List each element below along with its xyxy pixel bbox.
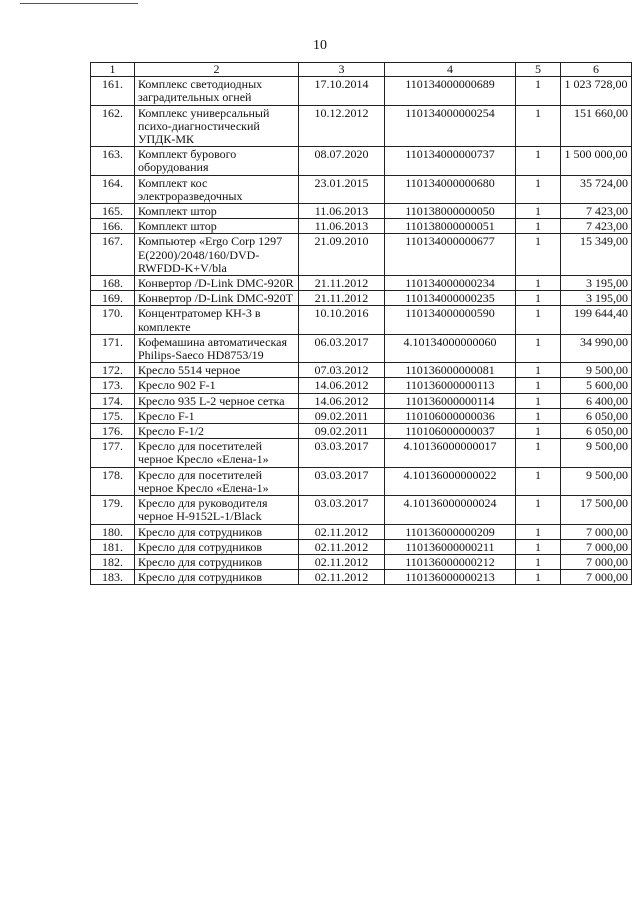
item-quantity: 1 bbox=[516, 334, 561, 362]
item-name: Комплект штор bbox=[135, 204, 299, 219]
item-value: 7 000,00 bbox=[561, 524, 632, 539]
item-name: Кресло для посетителей черное Кресло «Елена-1» bbox=[135, 467, 299, 495]
inventory-code: 4.10136000000017 bbox=[385, 439, 516, 467]
item-date: 09.02.2011 bbox=[299, 408, 385, 423]
item-name: Комплект бурового оборудования bbox=[135, 147, 299, 175]
table-row bbox=[91, 424, 632, 439]
inventory-code: 110136000000213 bbox=[385, 570, 516, 585]
inventory-code: 110134000000689 bbox=[385, 77, 516, 105]
item-value: 151 660,00 bbox=[561, 105, 632, 147]
table-row bbox=[91, 147, 632, 175]
item-value: 17 500,00 bbox=[561, 496, 632, 524]
table-row bbox=[91, 219, 632, 234]
table-row bbox=[91, 363, 632, 378]
item-name: Кресло F-1/2 bbox=[135, 424, 299, 439]
inventory-code: 110106000000036 bbox=[385, 408, 516, 423]
table-row bbox=[91, 291, 632, 306]
item-quantity: 1 bbox=[516, 234, 561, 276]
item-quantity: 1 bbox=[516, 77, 561, 105]
item-quantity: 1 bbox=[516, 306, 561, 334]
item-name: Кресло для сотрудников bbox=[135, 570, 299, 585]
item-quantity: 1 bbox=[516, 219, 561, 234]
inventory-code: 110134000000680 bbox=[385, 175, 516, 203]
item-value: 9 500,00 bbox=[561, 439, 632, 467]
item-name: Компьютер «Ergo Corp 1297 E(2200)/2048/160/DVD-RWFDD-K+V/bla bbox=[135, 234, 299, 276]
item-quantity: 1 bbox=[516, 554, 561, 569]
item-quantity: 1 bbox=[516, 204, 561, 219]
item-value: 6 050,00 bbox=[561, 408, 632, 423]
item-date: 06.03.2017 bbox=[299, 334, 385, 362]
item-date: 11.06.2013 bbox=[299, 219, 385, 234]
item-name: Конвертор /D-Link DMC-920T bbox=[135, 291, 299, 306]
row-number: 177. bbox=[91, 439, 135, 467]
inventory-code: 110134000000254 bbox=[385, 105, 516, 147]
row-number: 180. bbox=[91, 524, 135, 539]
item-date: 02.11.2012 bbox=[299, 539, 385, 554]
row-number: 179. bbox=[91, 496, 135, 524]
item-quantity: 1 bbox=[516, 496, 561, 524]
item-quantity: 1 bbox=[516, 424, 561, 439]
item-name: Комплекс универсальный психо-диагностический УПДК-МК bbox=[135, 105, 299, 147]
item-value: 9 500,00 bbox=[561, 363, 632, 378]
inventory-table bbox=[90, 62, 632, 585]
item-date: 11.06.2013 bbox=[299, 204, 385, 219]
item-date: 08.07.2020 bbox=[299, 147, 385, 175]
item-name: Кофемашина автоматическая Philips-Saeco HD8753/19 bbox=[135, 334, 299, 362]
header-row bbox=[91, 63, 632, 77]
item-name: Концентратомер КН-3 в комплекте bbox=[135, 306, 299, 334]
item-name: Комплект штор bbox=[135, 219, 299, 234]
row-number: 161. bbox=[91, 77, 135, 105]
item-value: 7 423,00 bbox=[561, 219, 632, 234]
inventory-code: 110136000000212 bbox=[385, 554, 516, 569]
item-value: 3 195,00 bbox=[561, 291, 632, 306]
table-row bbox=[91, 439, 632, 467]
inventory-code: 4.10136000000024 bbox=[385, 496, 516, 524]
item-quantity: 1 bbox=[516, 378, 561, 393]
item-value: 6 050,00 bbox=[561, 424, 632, 439]
table-row bbox=[91, 234, 632, 276]
col-header-1: 1 bbox=[91, 63, 135, 77]
table-row bbox=[91, 105, 632, 147]
item-quantity: 1 bbox=[516, 539, 561, 554]
table-row bbox=[91, 276, 632, 291]
row-number: 172. bbox=[91, 363, 135, 378]
inventory-code: 4.10134000000060 bbox=[385, 334, 516, 362]
item-date: 21.11.2012 bbox=[299, 291, 385, 306]
item-name: Кресло 935 L-2 черное сетка bbox=[135, 393, 299, 408]
table-row bbox=[91, 306, 632, 334]
item-date: 14.06.2012 bbox=[299, 393, 385, 408]
item-quantity: 1 bbox=[516, 276, 561, 291]
row-number: 181. bbox=[91, 539, 135, 554]
table-row bbox=[91, 408, 632, 423]
col-header-3: 3 bbox=[299, 63, 385, 77]
item-date: 17.10.2014 bbox=[299, 77, 385, 105]
item-value: 15 349,00 bbox=[561, 234, 632, 276]
item-quantity: 1 bbox=[516, 524, 561, 539]
row-number: 165. bbox=[91, 204, 135, 219]
item-name: Кресло для руководителя черное H-9152L-1/Black bbox=[135, 496, 299, 524]
table-row bbox=[91, 570, 632, 585]
item-name: Кресло 5514 черное bbox=[135, 363, 299, 378]
table-row bbox=[91, 554, 632, 569]
row-number: 170. bbox=[91, 306, 135, 334]
item-quantity: 1 bbox=[516, 363, 561, 378]
table-row bbox=[91, 334, 632, 362]
inventory-code: 110134000000234 bbox=[385, 276, 516, 291]
page-number: 10 bbox=[313, 38, 327, 53]
inventory-code: 4.10136000000022 bbox=[385, 467, 516, 495]
item-date: 23.01.2015 bbox=[299, 175, 385, 203]
item-date: 03.03.2017 bbox=[299, 467, 385, 495]
item-name: Кресло для сотрудников bbox=[135, 554, 299, 569]
item-date: 03.03.2017 bbox=[299, 496, 385, 524]
item-date: 02.11.2012 bbox=[299, 524, 385, 539]
item-quantity: 1 bbox=[516, 467, 561, 495]
inventory-code: 110136000000113 bbox=[385, 378, 516, 393]
table-row bbox=[91, 204, 632, 219]
table-row bbox=[91, 496, 632, 524]
col-header-2: 2 bbox=[135, 63, 299, 77]
item-value: 199 644,40 bbox=[561, 306, 632, 334]
inventory-code: 110134000000590 bbox=[385, 306, 516, 334]
table-row bbox=[91, 539, 632, 554]
inventory-code: 110136000000209 bbox=[385, 524, 516, 539]
item-name: Комплект кос электроразведочных bbox=[135, 175, 299, 203]
item-quantity: 1 bbox=[516, 439, 561, 467]
table-row bbox=[91, 393, 632, 408]
col-header-5: 5 bbox=[516, 63, 561, 77]
table-row bbox=[91, 378, 632, 393]
col-header-6: 6 bbox=[561, 63, 632, 77]
top-rule bbox=[20, 3, 138, 4]
inventory-code: 110134000000235 bbox=[385, 291, 516, 306]
inventory-code: 110134000000737 bbox=[385, 147, 516, 175]
row-number: 162. bbox=[91, 105, 135, 147]
item-name: Кресло для посетителей черное Кресло «Елена-1» bbox=[135, 439, 299, 467]
row-number: 166. bbox=[91, 219, 135, 234]
table-row bbox=[91, 524, 632, 539]
inventory-code: 110138000000051 bbox=[385, 219, 516, 234]
row-number: 163. bbox=[91, 147, 135, 175]
row-number: 167. bbox=[91, 234, 135, 276]
item-name: Конвертор /D-Link DMC-920R bbox=[135, 276, 299, 291]
row-number: 164. bbox=[91, 175, 135, 203]
item-value: 7 000,00 bbox=[561, 554, 632, 569]
item-quantity: 1 bbox=[516, 291, 561, 306]
item-date: 09.02.2011 bbox=[299, 424, 385, 439]
inventory-code: 110106000000037 bbox=[385, 424, 516, 439]
item-name: Кресло для сотрудников bbox=[135, 539, 299, 554]
item-name: Кресло для сотрудников bbox=[135, 524, 299, 539]
col-header-4: 4 bbox=[385, 63, 516, 77]
inventory-code: 110136000000211 bbox=[385, 539, 516, 554]
row-number: 169. bbox=[91, 291, 135, 306]
item-value: 1 023 728,00 bbox=[561, 77, 632, 105]
item-value: 6 400,00 bbox=[561, 393, 632, 408]
item-date: 02.11.2012 bbox=[299, 554, 385, 569]
row-number: 173. bbox=[91, 378, 135, 393]
item-date: 10.10.2016 bbox=[299, 306, 385, 334]
item-quantity: 1 bbox=[516, 393, 561, 408]
item-quantity: 1 bbox=[516, 408, 561, 423]
item-date: 21.09.2010 bbox=[299, 234, 385, 276]
item-value: 35 724,00 bbox=[561, 175, 632, 203]
item-value: 34 990,00 bbox=[561, 334, 632, 362]
inventory-code: 110136000000114 bbox=[385, 393, 516, 408]
table-row bbox=[91, 467, 632, 495]
item-date: 02.11.2012 bbox=[299, 570, 385, 585]
table-row bbox=[91, 77, 632, 105]
item-name: Кресло 902 F-1 bbox=[135, 378, 299, 393]
item-name: Комплекс светодиодных заградительных огней bbox=[135, 77, 299, 105]
row-number: 176. bbox=[91, 424, 135, 439]
row-number: 175. bbox=[91, 408, 135, 423]
row-number: 168. bbox=[91, 276, 135, 291]
item-value: 1 500 000,00 bbox=[561, 147, 632, 175]
item-value: 7 000,00 bbox=[561, 539, 632, 554]
item-quantity: 1 bbox=[516, 570, 561, 585]
inventory-code: 110138000000050 bbox=[385, 204, 516, 219]
item-quantity: 1 bbox=[516, 147, 561, 175]
item-date: 07.03.2012 bbox=[299, 363, 385, 378]
item-value: 3 195,00 bbox=[561, 276, 632, 291]
inventory-code: 110136000000081 bbox=[385, 363, 516, 378]
row-number: 171. bbox=[91, 334, 135, 362]
item-quantity: 1 bbox=[516, 105, 561, 147]
item-date: 03.03.2017 bbox=[299, 439, 385, 467]
row-number: 174. bbox=[91, 393, 135, 408]
table-row bbox=[91, 175, 632, 203]
item-value: 7 000,00 bbox=[561, 570, 632, 585]
row-number: 183. bbox=[91, 570, 135, 585]
item-quantity: 1 bbox=[516, 175, 561, 203]
inventory-code: 110134000000677 bbox=[385, 234, 516, 276]
item-value: 7 423,00 bbox=[561, 204, 632, 219]
item-date: 14.06.2012 bbox=[299, 378, 385, 393]
item-date: 10.12.2012 bbox=[299, 105, 385, 147]
item-name: Кресло F-1 bbox=[135, 408, 299, 423]
item-value: 9 500,00 bbox=[561, 467, 632, 495]
item-date: 21.11.2012 bbox=[299, 276, 385, 291]
row-number: 178. bbox=[91, 467, 135, 495]
row-number: 182. bbox=[91, 554, 135, 569]
item-value: 5 600,00 bbox=[561, 378, 632, 393]
